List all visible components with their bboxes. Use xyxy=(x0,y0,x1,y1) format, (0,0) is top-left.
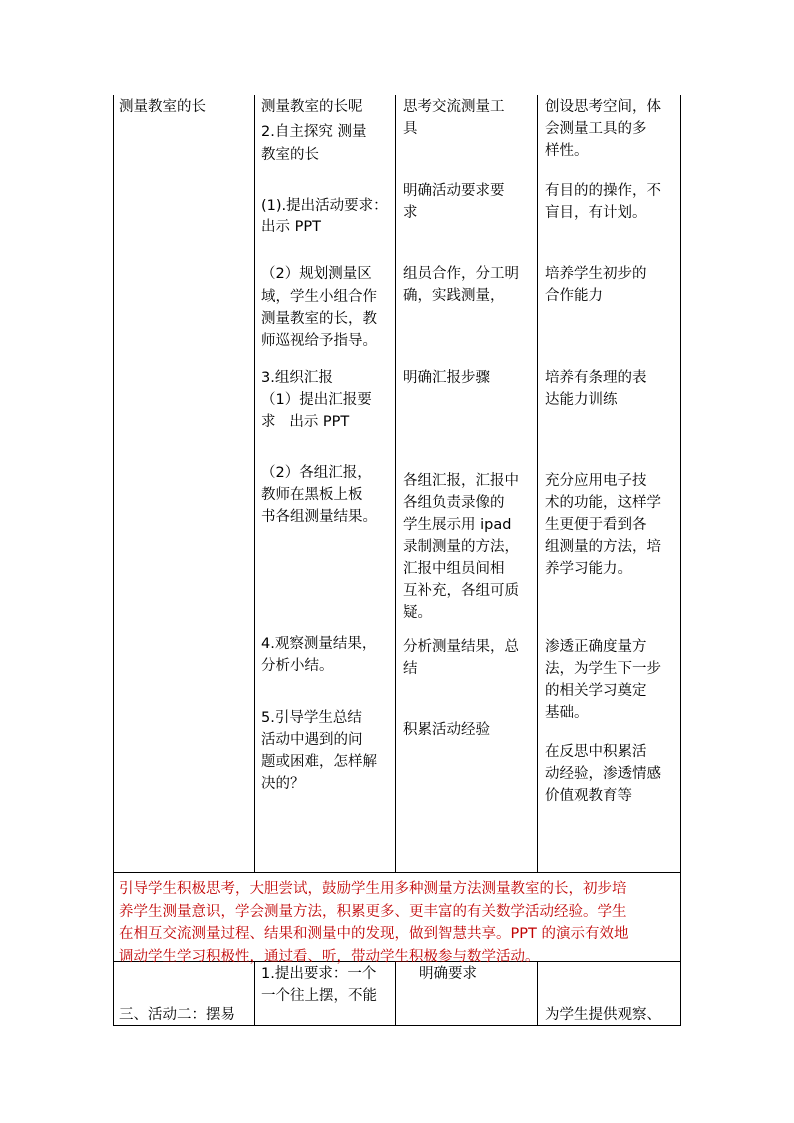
student-activity-line: 汇报中组员间相 xyxy=(403,561,505,577)
teacher-activity-line: 4.观察测量结果， xyxy=(261,636,377,652)
student-activity-line: 明确活动要求要 xyxy=(403,183,505,199)
design-intent-line: 达能力训练 xyxy=(545,392,618,408)
design-intent-line: 培养有条理的表 xyxy=(545,370,647,386)
student-activity-line: 结 xyxy=(403,661,418,677)
activity-two-intent-line: 为学生提供观察、 xyxy=(545,1007,661,1023)
teacher-activity-line: 分析小结。 xyxy=(261,658,334,674)
student-activity-line: 各组汇报，汇报中 xyxy=(403,473,519,489)
student-activity-line: 互补充，各组可质 xyxy=(403,583,519,599)
column-divider xyxy=(537,961,538,1026)
design-intent-line: 盲目，有计划。 xyxy=(545,205,647,221)
teacher-activity-line: （1）提出汇报要 xyxy=(261,392,372,408)
teacher-activity-line: (1).提出活动要求： xyxy=(261,198,388,214)
activity-two-teacher-line: 一个往上摆，不能 xyxy=(261,988,377,1004)
section-title: 测量教室的长 xyxy=(119,99,206,115)
design-intent-line: 创设思考空间，体 xyxy=(545,99,661,115)
teacher-activity-line: 域，学生小组合作 xyxy=(261,289,377,305)
design-intent-line: 充分应用电子技 xyxy=(545,473,647,489)
teacher-activity-line: 出示 PPT xyxy=(261,219,321,235)
activity-two-student-line: 明确要求 xyxy=(419,966,477,982)
student-activity-line: 各组负责录像的 xyxy=(403,495,505,511)
teacher-activity-line: 决的？ xyxy=(261,776,305,792)
student-activity-line: 具 xyxy=(403,121,418,137)
activity-two-teacher-line: 1.提出要求：一个 xyxy=(261,966,377,982)
teacher-activity-line: 3.组织汇报 xyxy=(261,370,333,386)
student-activity-line: 积累活动经验 xyxy=(403,722,490,738)
teacher-activity-line: 书各组测量结果。 xyxy=(261,509,377,525)
design-intent-line: 合作能力 xyxy=(545,288,603,304)
column-divider xyxy=(254,961,255,1026)
student-activity-line: 求 xyxy=(403,205,418,221)
student-activity-line: 确，实践测量， xyxy=(403,288,505,304)
row-divider xyxy=(113,872,681,873)
table-right-border xyxy=(680,95,681,1026)
teacher-activity-line: 教室的长 xyxy=(261,147,319,163)
design-intent-line: 会测量工具的多 xyxy=(545,121,647,137)
summary-line: 引导学生积极思考，大胆尝试，鼓励学生用多种测量方法测量教室的长，初步培 xyxy=(119,881,627,897)
design-intent-line: 法，为学生下一步 xyxy=(545,661,661,677)
design-intent-line: 基础。 xyxy=(545,705,589,721)
summary-line: 养学生测量意识，学会测量方法，积累更多、更丰富的有关数学活动经验。学生 xyxy=(119,903,627,920)
design-intent-line: 价值观教育等 xyxy=(545,788,632,804)
student-activity-line: 疑。 xyxy=(403,605,432,621)
design-intent-line: 养学习能力。 xyxy=(545,561,632,577)
lesson-plan-table xyxy=(113,95,681,1026)
design-intent-line: 组测量的方法，培 xyxy=(545,539,661,555)
design-intent-line: 动经验，渗透情感 xyxy=(545,766,661,782)
student-activity-line: 分析测量结果，总 xyxy=(403,639,519,655)
design-intent-line: 在反思中积累活 xyxy=(545,744,647,760)
activity-two-label: 三、活动二：摆易 xyxy=(119,1007,235,1023)
teacher-activity-line: 教师在黑板上板 xyxy=(261,487,363,503)
teacher-activity-line: 求 出示 PPT xyxy=(261,414,350,430)
design-intent-line: 的相关学习奠定 xyxy=(545,683,647,699)
teacher-activity-line: 2.自主探究 测量 xyxy=(261,124,367,140)
student-activity-line: 组员合作，分工明 xyxy=(403,266,519,282)
teacher-activity-line: （2）各组汇报， xyxy=(261,465,372,481)
table-left-border xyxy=(113,95,114,1026)
design-intent-line: 渗透正确度量方 xyxy=(545,639,647,655)
student-activity-line: 学生展示用 ipad xyxy=(403,517,512,533)
teacher-activity-line: 5.引导学生总结 xyxy=(261,710,362,726)
teacher-activity-line: （2）规划测量区 xyxy=(261,266,372,282)
summary-line: 调动学生学习积极性，通过看、听，带动学生积极参与数学活动。 xyxy=(119,948,540,965)
design-intent-line: 术的功能，这样学 xyxy=(545,495,661,511)
teacher-activity-line: 测量教室的长，教 xyxy=(261,311,377,327)
summary-paragraph xyxy=(119,878,679,968)
column-divider xyxy=(537,95,538,873)
teacher-activity-line: 题或困难，怎样解 xyxy=(261,754,377,770)
student-activity-line: 录制测量的方法， xyxy=(403,539,519,555)
column-divider xyxy=(395,95,396,873)
student-activity-line: 明确汇报步骤 xyxy=(403,370,490,386)
design-intent-line: 生更便于看到各 xyxy=(545,517,647,533)
column-divider xyxy=(395,961,396,1026)
student-activity-line: 思考交流测量工 xyxy=(403,99,505,115)
teacher-activity-line: 测量教室的长呢 xyxy=(261,99,363,115)
design-intent-line: 培养学生初步的 xyxy=(545,266,647,282)
summary-line: 在相互交流测量过程、结果和测量中的发现，做到智慧共享。PPT 的演示有效地 xyxy=(119,926,629,942)
teacher-activity-line: 活动中遇到的问 xyxy=(261,732,363,748)
design-intent-line: 样性。 xyxy=(545,143,589,159)
teacher-activity-line: 师巡视给予指导。 xyxy=(261,333,377,349)
design-intent-line: 有目的的操作，不 xyxy=(545,183,661,199)
column-divider xyxy=(254,95,255,873)
